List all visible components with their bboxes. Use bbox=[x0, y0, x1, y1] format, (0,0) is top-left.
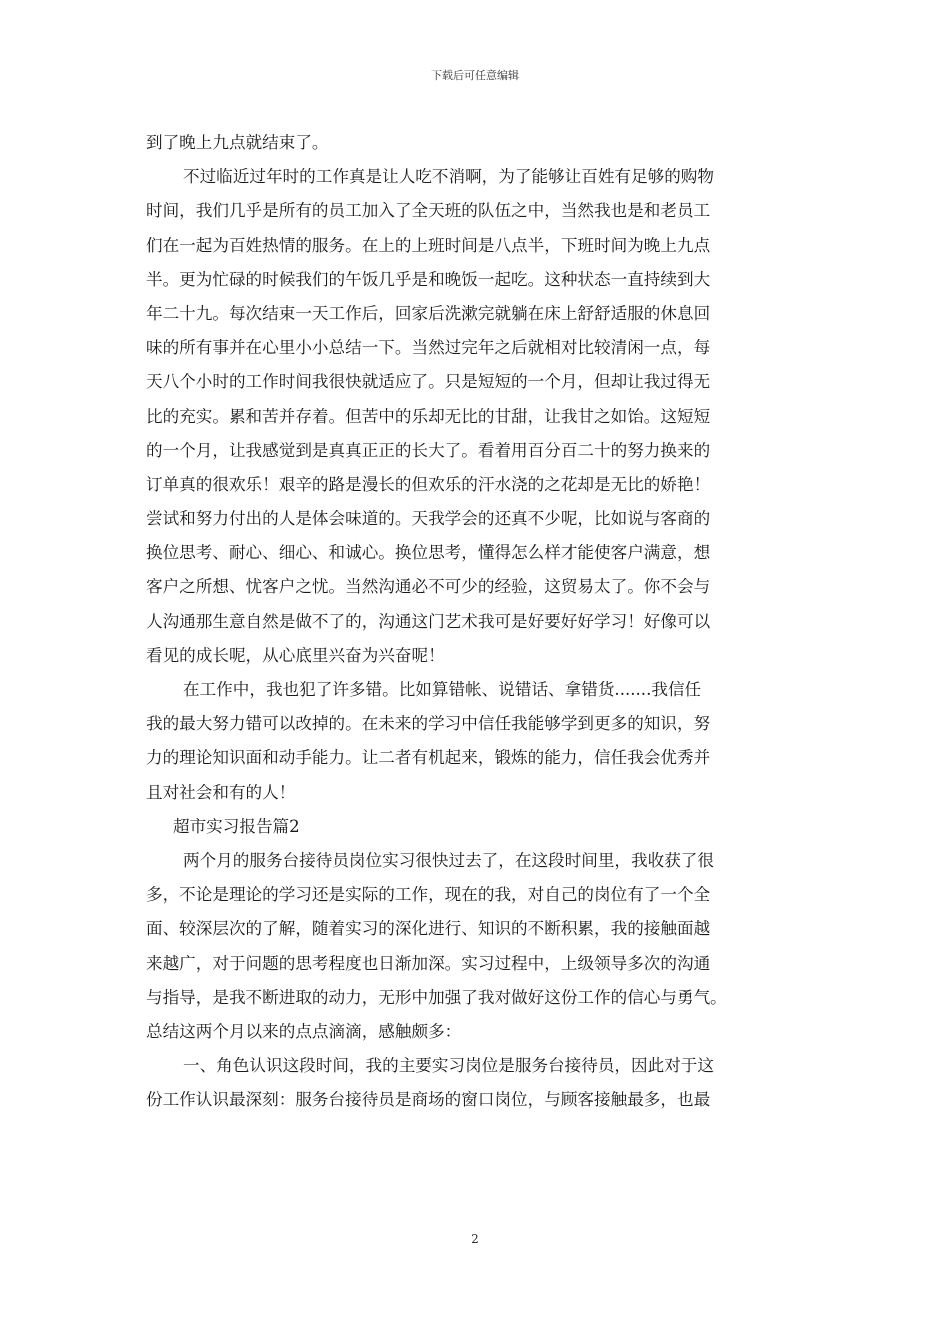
text-line: 年二十九。每次结束一天工作后，回家后洗漱完就躺在床上舒舒适服的休息回 bbox=[146, 303, 711, 323]
text-line: 到了晚上九点就结束了。 bbox=[146, 133, 329, 152]
text-line: 份工作认识最深刻：服务台接待员是商场的窗口岗位，与顾客接触最多，也最 bbox=[146, 1090, 711, 1110]
text-line: 的一个月，让我感觉到是真真正正的长大了。看着用百分百二十的努力换来的 bbox=[146, 440, 711, 460]
document-body bbox=[146, 126, 808, 1117]
text-line: 与指导，是我不断进取的动力，无形中加强了我对做好这份工作的信心与勇气。 bbox=[146, 987, 727, 1007]
text-line: 时间，我们几乎是所有的员工加入了全天班的队伍之中，当然我也是和老员工 bbox=[146, 201, 711, 221]
text-line: 天八个小时的工作时间我很快就适应了。只是短短的一个月，但却让我过得无 bbox=[146, 372, 711, 392]
text-line: 在工作中，我也犯了许多错。比如算错帐、说错话、拿错货.......我信任 bbox=[183, 680, 702, 699]
text-line: 力的理论知识面和动手能力。让二者有机起来，锻炼的能力，信任我会优秀并 bbox=[146, 748, 711, 768]
text-line: 且对社会和有的人！ bbox=[146, 782, 296, 802]
text-line: 一、角色认识这段时间，我的主要实习岗位是服务台接待员，因此对于这 bbox=[183, 1056, 714, 1076]
text-line: 不过临近过年时的工作真是让人吃不消啊，为了能够让百姓有足够的购物 bbox=[183, 167, 714, 187]
text-line: 们在一起为百姓热情的服务。在上的上班时间是八点半，下班时间为晚上九点 bbox=[146, 235, 711, 255]
text-line: 味的所有事并在心里小小总结一下。当然过完年之后就相对比较清闲一点，每 bbox=[146, 338, 711, 358]
text-line: 来越广，对于问题的思考程度也日渐加深。实习过程中，上级领导多次的沟通 bbox=[146, 953, 711, 973]
text-line: 多，不论是理论的学习还是实际的工作，现在的我，对自己的岗位有了一个全 bbox=[146, 885, 711, 905]
text-line: 人沟通那生意自然是做不了的，沟通这门艺术我可是好要好好学习！好像可以 bbox=[146, 611, 711, 631]
text-line: 面、较深层次的了解，随着实习的深化进行、知识的不断积累，我的接触面越 bbox=[146, 919, 711, 939]
text-line: 总结这两个月以来的点点滴滴，感触颇多： bbox=[146, 1021, 462, 1041]
text-line: 两个月的服务台接待员岗位实习很快过去了，在这段时间里，我收获了很 bbox=[183, 850, 714, 870]
page-number: 2 bbox=[471, 1232, 479, 1246]
text-line: 客户之所想、忧客户之忧。当然沟通必不可少的经验，这贸易太了。你不会与 bbox=[146, 577, 711, 597]
text-line: 订单真的很欢乐！艰辛的路是漫长的但欢乐的汗水浇的之花却是无比的娇艳！ bbox=[146, 474, 711, 494]
text-line: 半。更为忙碌的时候我们的午饭几乎是和晚饭一起吃。这种状态一直持续到大 bbox=[146, 269, 711, 289]
text-line: 尝试和努力付出的人是体会味道的。天我学会的还真不少呢，比如说与客商的 bbox=[146, 509, 711, 529]
text-line: 我的最大努力错可以改掉的。在未来的学习中信任我能够学到更多的知识，努 bbox=[146, 714, 711, 734]
section-heading: 超市实习报告篇2 bbox=[173, 816, 300, 836]
text-line: 比的充实。累和苦并存着。但苦中的乐却无比的甘甜，让我甘之如饴。这短短 bbox=[146, 406, 711, 426]
page-header: 下载后可任意编辑 bbox=[431, 69, 519, 82]
text-line: 换位思考、耐心、细心、和诚心。换位思考，懂得怎么样才能使客户满意，想 bbox=[146, 543, 711, 563]
text-line: 看见的成长呢，从心底里兴奋为兴奋呢！ bbox=[146, 645, 445, 665]
